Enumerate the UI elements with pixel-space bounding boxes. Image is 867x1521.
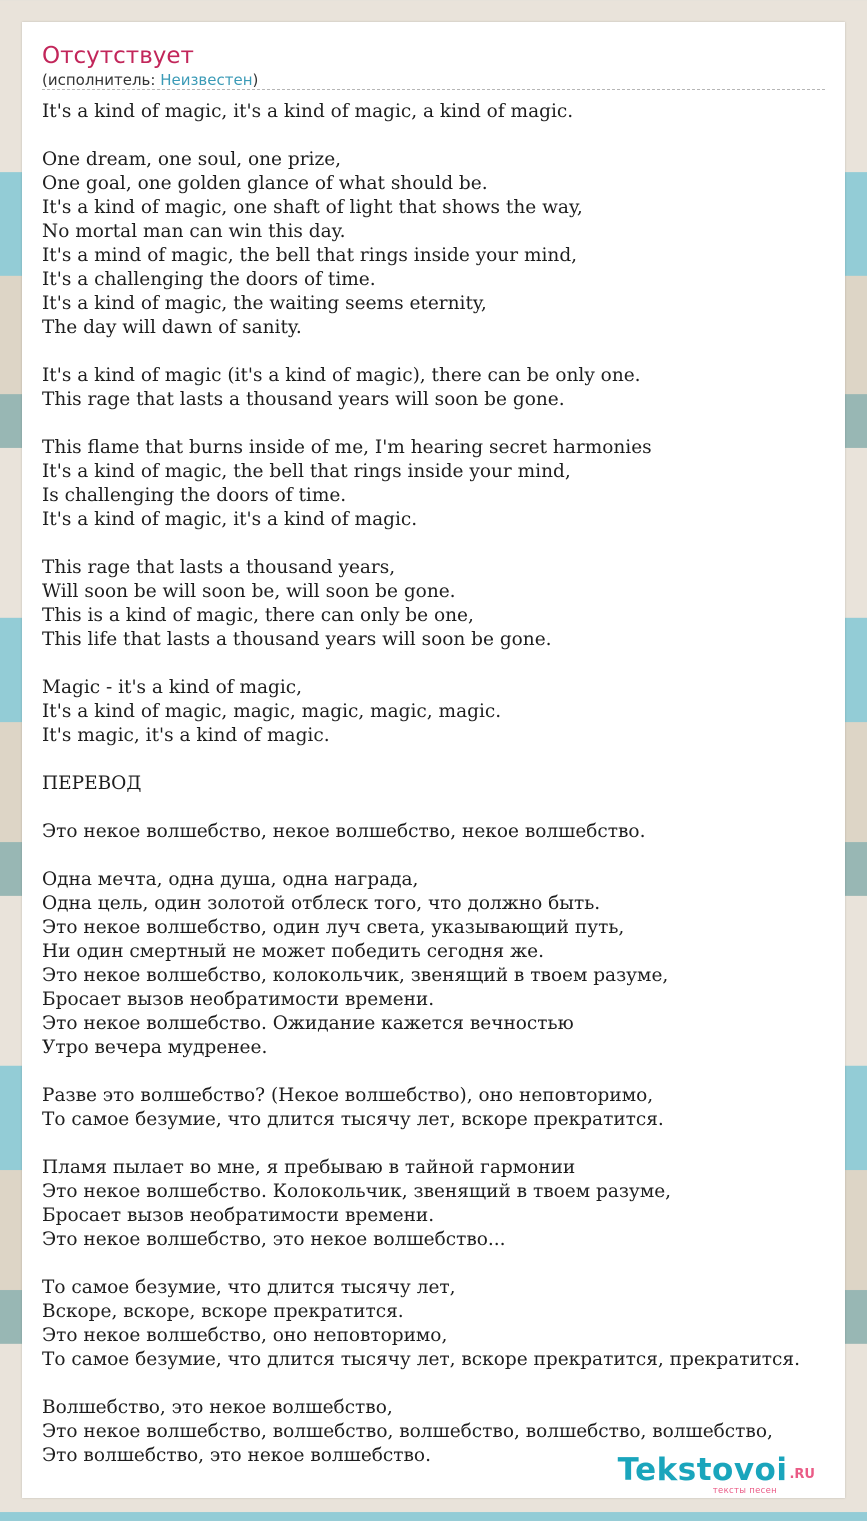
logo-tagline: тексты песен bbox=[712, 1486, 777, 1496]
logo-tld: .RU bbox=[789, 1467, 815, 1482]
artist-line bbox=[42, 70, 258, 90]
site-logo[interactable] bbox=[605, 1454, 815, 1496]
lyrics-text: It's a kind of magic, it's a kind of magic, a kind of magic. One dream, one soul, one prize, One goal, one golden glance of what should be. It's a kind of magic, one shaft of light that shows the way, No mortal man can win this day. It's a mind of magic, the bell that rings inside your mind, It's a challenging the doors of time. It's a kind of magic, the waiting seems eternity, The day will dawn of sanity. It's a kind of magic (it's a kind of magic), there can be only one. This rage that lasts a thousand years will soon be gone. This flame that burns inside of me, I'm hearing secret harmonies It's a kind of magic, the bell that rings inside your mind, Is challenging the doors of time. It's a kind of magic, it's a kind of magic. This rage that lasts a thousand years, Will soon be will soon be, will soon be gone. This is a kind of magic, there can only be one, This life that lasts a thousand years will soon be gone. Magic - it's a kind of magic, It's a kind of magic, magic, magic, magic, magic. It's magic, it's a kind of magic. ПЕРЕВОД Это некое волшебство, некое волшебство, некое волшебство. Одна мечта, одна душа, одна награда, Одна цель, один золотой отблеск того, что должно быть. Это некое волшебство, один луч света, указывающий путь, Ни один смертный не может победить сегодня же. Это некое волшебство, колокольчик, звенящий в твоем разуме, Бросает вызов необратимости времени. Это некое волшебство. Ожидание кажется вечностью Утро вечера мудренее. Разве это волшебство? (Некое волшебство), оно неповторимо, То самое безумие, что длится тысячу лет, вскоре прекратится. Пламя пылает во мне, я пребываю в тайной гармонии Это некое волшебство. Колокольчик, звенящий в твоем разуме, Бросает вызов необратимости времени. Это некое волшебство, это некое волшебство... То самое безумие, что длится тысячу лет, Вскоре, вскоре, вскоре прекратится. Это некое волшебство, оно неповторимо, То самое безумие, что длится тысячу лет, вскоре прекратится, прекратится. Волшебство, это некое волшебство, Это некое волшебство, волшебство, волшебство, волшебство, волшебство, Это волшебство, это некое волшебство. bbox=[42, 101, 800, 1466]
song-title: Отсутствует bbox=[42, 43, 194, 69]
lyrics-card bbox=[22, 22, 845, 1498]
artist-suffix: ) bbox=[252, 71, 259, 89]
artist-link[interactable]: Неизвестен bbox=[160, 71, 253, 89]
logo-name: Tekstovoi bbox=[617, 1452, 788, 1488]
artist-prefix: (исполнитель: bbox=[42, 71, 161, 89]
title-divider bbox=[42, 89, 825, 90]
